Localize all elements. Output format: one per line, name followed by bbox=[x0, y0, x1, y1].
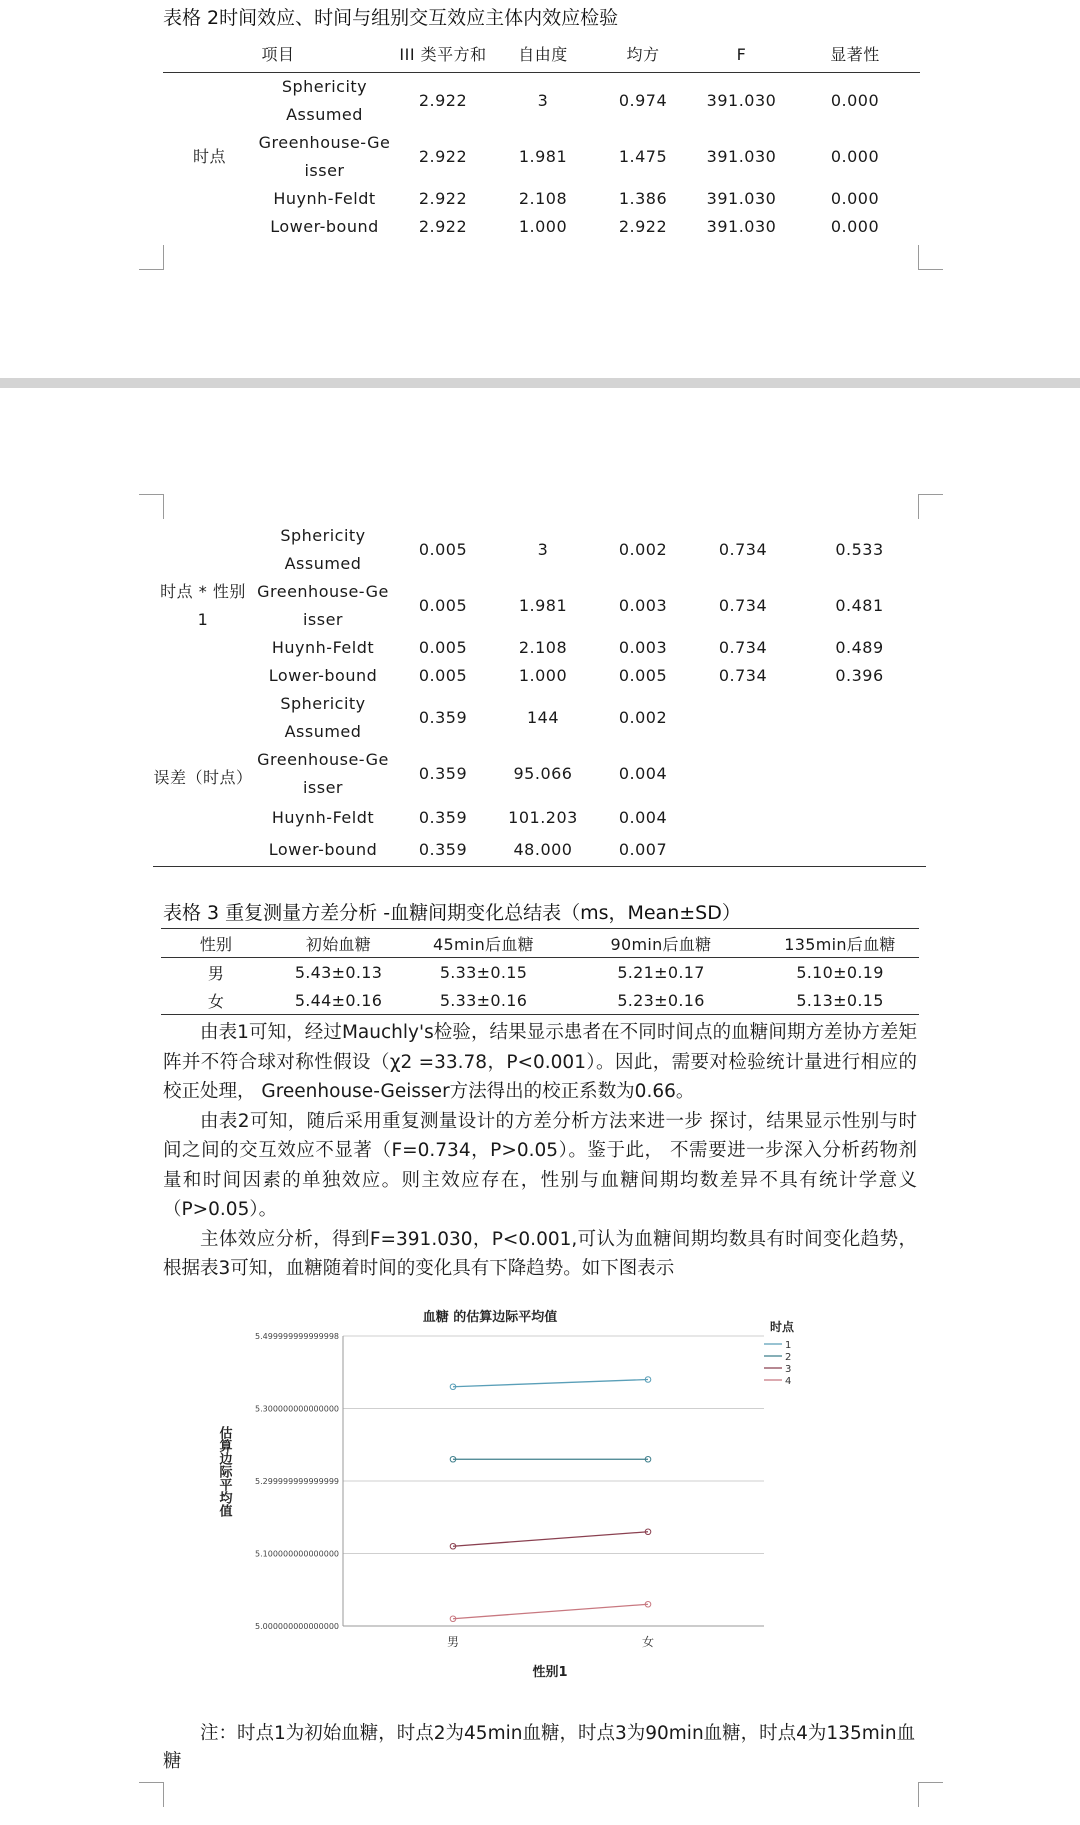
page-corner-mark bbox=[139, 245, 164, 270]
f-cell: 0.734 bbox=[718, 540, 768, 559]
x-tick-labels bbox=[447, 1635, 654, 1649]
estimated-marginal-means-chart bbox=[200, 1286, 820, 1706]
f-cell bbox=[693, 690, 793, 746]
table2-header-row bbox=[163, 38, 920, 73]
df-cell: 1.981 bbox=[518, 596, 568, 615]
df-cell: 3 bbox=[537, 540, 549, 559]
group-label-time: 时点 bbox=[192, 147, 226, 166]
table3-header: 性别 bbox=[199, 934, 233, 954]
value-cell: 5.21±0.17 bbox=[617, 962, 705, 982]
body-text bbox=[163, 1018, 917, 1284]
sig-cell: 0.396 bbox=[835, 666, 884, 685]
table2-header-sig: 显著性 bbox=[830, 45, 880, 64]
table3-header-row bbox=[161, 929, 919, 958]
ss-cell: 2.922 bbox=[418, 91, 468, 110]
ms-cell: 0.974 bbox=[618, 91, 668, 110]
legend-label: 1 bbox=[785, 1340, 792, 1351]
df-cell: 101.203 bbox=[508, 808, 578, 827]
chart-note bbox=[163, 1720, 923, 1776]
table-row bbox=[163, 73, 920, 130]
df-cell: 48.000 bbox=[513, 840, 573, 859]
sig-cell: 0.000 bbox=[830, 217, 880, 236]
sex-cell: 男 bbox=[207, 963, 225, 983]
y-tick-label: 5.300000000000000 bbox=[255, 1404, 339, 1414]
ss-cell: 0.005 bbox=[418, 596, 468, 615]
method-cell: Huynh-Feldt bbox=[273, 189, 376, 208]
ms-cell: 0.003 bbox=[618, 638, 668, 657]
legend-title: 时点 bbox=[770, 1320, 795, 1334]
f-cell bbox=[693, 746, 793, 802]
ms-cell: 0.004 bbox=[618, 764, 668, 783]
method-cell: Sphericity Assumed bbox=[280, 526, 366, 573]
ms-cell: 1.475 bbox=[618, 147, 668, 166]
table-row bbox=[153, 690, 926, 746]
y-tick-label: 5.499999999999998 bbox=[255, 1332, 339, 1341]
ss-cell: 2.922 bbox=[418, 189, 468, 208]
method-cell: Huynh-Feldt bbox=[271, 638, 375, 657]
x-axis-label: 性别1 bbox=[532, 1665, 568, 1680]
chart-title: 血糖 的估算边际平均值 bbox=[422, 1310, 558, 1325]
series-line-3 bbox=[453, 1532, 648, 1547]
table-row bbox=[153, 578, 926, 634]
chart-grid bbox=[343, 1336, 764, 1626]
paragraph: 主体效应分析，得到F=391.030，P<0.001,可认为血糖间期均数具有时间变化趋势，根据表3可知，血糖随着时间的变化具有下降趋势。如下图表示 bbox=[163, 1228, 917, 1279]
ss-cell: 0.359 bbox=[418, 708, 468, 727]
method-cell: Lower-bound bbox=[268, 840, 378, 859]
table2-header-ms: 均方 bbox=[626, 45, 660, 64]
series-line-4 bbox=[453, 1604, 648, 1619]
f-cell: 0.734 bbox=[718, 638, 768, 657]
value-cell: 5.44±0.16 bbox=[294, 990, 383, 1010]
df-cell: 2.108 bbox=[518, 189, 568, 208]
f-cell: 391.030 bbox=[706, 217, 777, 236]
page-corner-mark bbox=[139, 1782, 164, 1807]
table2-part1 bbox=[163, 38, 920, 241]
method-cell: Greenhouse-Geisser bbox=[258, 133, 391, 180]
table-row bbox=[153, 802, 926, 834]
ss-cell: 0.359 bbox=[418, 764, 468, 783]
table3-header: 90min后血糖 bbox=[610, 934, 712, 954]
table3-caption: 表格 3 重复测量方差分析 -血糖间期变化总结表（ms，Mean±SD） bbox=[163, 902, 741, 924]
sig-cell: 0.000 bbox=[830, 91, 880, 110]
sig-cell: 0.489 bbox=[835, 638, 884, 657]
paragraph: 由表2可知，随后采用重复测量设计的方差分析方法来进一步 探讨，结果显示性别与时间之间的交互效应不显著（F=0.734，P>0.05）。鉴于此， 不需要进一步深入分析药物剂量和时间因素的单独效应。则主效应存在，性别与血糖间期均数差异不具有统计学意义（P>0.05）。 bbox=[163, 1110, 917, 1220]
f-cell: 391.030 bbox=[706, 91, 777, 110]
ss-cell: 0.005 bbox=[418, 638, 468, 657]
table-row bbox=[153, 746, 926, 802]
method-cell: Greenhouse-Geisser bbox=[257, 582, 389, 629]
method-cell: Sphericity Assumed bbox=[281, 77, 368, 124]
ss-cell: 2.922 bbox=[418, 147, 468, 166]
value-cell: 5.23±0.16 bbox=[617, 990, 705, 1010]
table2-caption: 表格 2时间效应、时间与组别交互效应主体内效应检验 bbox=[163, 7, 619, 29]
sig-cell bbox=[793, 690, 926, 746]
legend-label: 2 bbox=[785, 1352, 792, 1363]
table2-header-item: 项目 bbox=[261, 45, 295, 64]
ms-cell: 2.922 bbox=[618, 217, 668, 236]
ss-cell: 0.359 bbox=[418, 808, 468, 827]
table-row bbox=[161, 958, 919, 987]
page-1 bbox=[0, 0, 1080, 378]
value-cell: 5.13±0.15 bbox=[796, 990, 884, 1010]
page-corner-mark bbox=[139, 494, 164, 519]
page-2 bbox=[0, 388, 1080, 1825]
table-row bbox=[153, 834, 926, 867]
ss-cell: 0.005 bbox=[418, 540, 468, 559]
df-cell: 1.000 bbox=[518, 217, 568, 236]
y-axis-label: 估算边际平均值 bbox=[216, 1426, 232, 1517]
sig-cell: 0.000 bbox=[830, 147, 880, 166]
ms-cell: 0.002 bbox=[618, 540, 668, 559]
method-cell: Greenhouse-Geisser bbox=[257, 750, 389, 797]
page-corner-mark bbox=[918, 1782, 943, 1807]
ss-cell: 0.005 bbox=[418, 666, 468, 685]
ms-cell: 1.386 bbox=[618, 189, 668, 208]
table2-part2 bbox=[153, 522, 926, 867]
table2-header-ss: III 类平方和 bbox=[399, 45, 487, 64]
value-cell: 5.33±0.16 bbox=[439, 990, 528, 1010]
page-corner-mark bbox=[918, 245, 943, 270]
method-cell: Huynh-Feldt bbox=[271, 808, 375, 827]
ms-cell: 0.004 bbox=[618, 808, 668, 827]
sig-cell: 0.000 bbox=[830, 189, 880, 208]
legend-label: 3 bbox=[785, 1364, 792, 1375]
ss-cell: 2.922 bbox=[418, 217, 468, 236]
table3-header: 初始血糖 bbox=[305, 934, 372, 954]
f-cell: 391.030 bbox=[706, 189, 777, 208]
sig-cell: 0.481 bbox=[835, 596, 884, 615]
sig-cell bbox=[793, 746, 926, 802]
y-tick-label: 5.000000000000000 bbox=[255, 1622, 339, 1631]
method-cell: Lower-bound bbox=[268, 666, 378, 685]
x-tick-label: 女 bbox=[641, 1635, 655, 1649]
ms-cell: 0.003 bbox=[618, 596, 668, 615]
table-row bbox=[153, 634, 926, 662]
y-tick-label: 5.299999999999999 bbox=[255, 1477, 339, 1486]
df-cell: 1.981 bbox=[518, 147, 568, 166]
f-cell bbox=[693, 802, 793, 834]
ss-cell: 0.359 bbox=[418, 840, 468, 859]
y-tick-label: 5.100000000000000 bbox=[255, 1549, 339, 1559]
paragraph: 由表1可知，经过Mauchly's检验，结果显示患者在不同时间点的血糖间期方差协方差矩阵并不符合球对称性假设（χ2 =33.78，P<0.001）。因此，需要对检验统计量进行相应的校正处理， Greenhouse-Geisser方法得出的校正系数为0.66。 bbox=[163, 1022, 917, 1102]
chart-series bbox=[450, 1377, 651, 1622]
chart-legend bbox=[764, 1340, 791, 1387]
f-cell: 391.030 bbox=[706, 147, 777, 166]
table-row bbox=[153, 662, 926, 690]
ms-cell: 0.007 bbox=[618, 840, 668, 859]
note-text: 注：时点1为初始血糖，时点2为45min血糖，时点3为90min血糖，时点4为135min血糖 bbox=[163, 1723, 916, 1772]
df-cell: 3 bbox=[537, 91, 549, 110]
f-cell bbox=[693, 834, 793, 867]
plot-frame bbox=[343, 1331, 764, 1706]
table3-header: 135min后血糖 bbox=[784, 934, 896, 954]
table3-header: 45min后血糖 bbox=[433, 934, 534, 954]
table-row bbox=[163, 185, 920, 213]
sig-cell bbox=[793, 802, 926, 834]
f-cell: 0.734 bbox=[718, 666, 768, 685]
f-cell: 0.734 bbox=[718, 596, 768, 615]
group-label-interaction: 时点 * 性别1 bbox=[160, 582, 246, 629]
df-cell: 1.000 bbox=[518, 666, 568, 685]
legend-label: 4 bbox=[785, 1376, 792, 1387]
page-gap bbox=[0, 378, 1080, 388]
y-tick-labels bbox=[255, 1332, 339, 1631]
ms-cell: 0.005 bbox=[618, 666, 668, 685]
table2-header-f: F bbox=[736, 45, 747, 64]
table2-header-df: 自由度 bbox=[518, 45, 568, 64]
group-label-error: 误差（时点） bbox=[153, 768, 253, 787]
df-cell: 144 bbox=[526, 708, 560, 727]
table3 bbox=[161, 928, 919, 1015]
value-cell: 5.33±0.15 bbox=[439, 962, 528, 982]
method-cell: Lower-bound bbox=[270, 217, 379, 236]
sig-cell bbox=[793, 834, 926, 867]
value-cell: 5.10±0.19 bbox=[796, 962, 884, 982]
series-line-1 bbox=[453, 1380, 648, 1387]
table-row bbox=[163, 129, 920, 185]
table-row bbox=[161, 986, 919, 1015]
method-cell: Sphericity Assumed bbox=[280, 694, 366, 741]
df-cell: 2.108 bbox=[518, 638, 568, 657]
df-cell: 95.066 bbox=[513, 764, 573, 783]
page-corner-mark bbox=[918, 494, 943, 519]
sig-cell: 0.533 bbox=[835, 540, 884, 559]
x-tick-label: 男 bbox=[446, 1635, 460, 1649]
sex-cell: 女 bbox=[207, 991, 225, 1011]
value-cell: 5.43±0.13 bbox=[294, 962, 383, 982]
table-row bbox=[153, 522, 926, 578]
ms-cell: 0.002 bbox=[618, 708, 668, 727]
table-row bbox=[163, 213, 920, 241]
